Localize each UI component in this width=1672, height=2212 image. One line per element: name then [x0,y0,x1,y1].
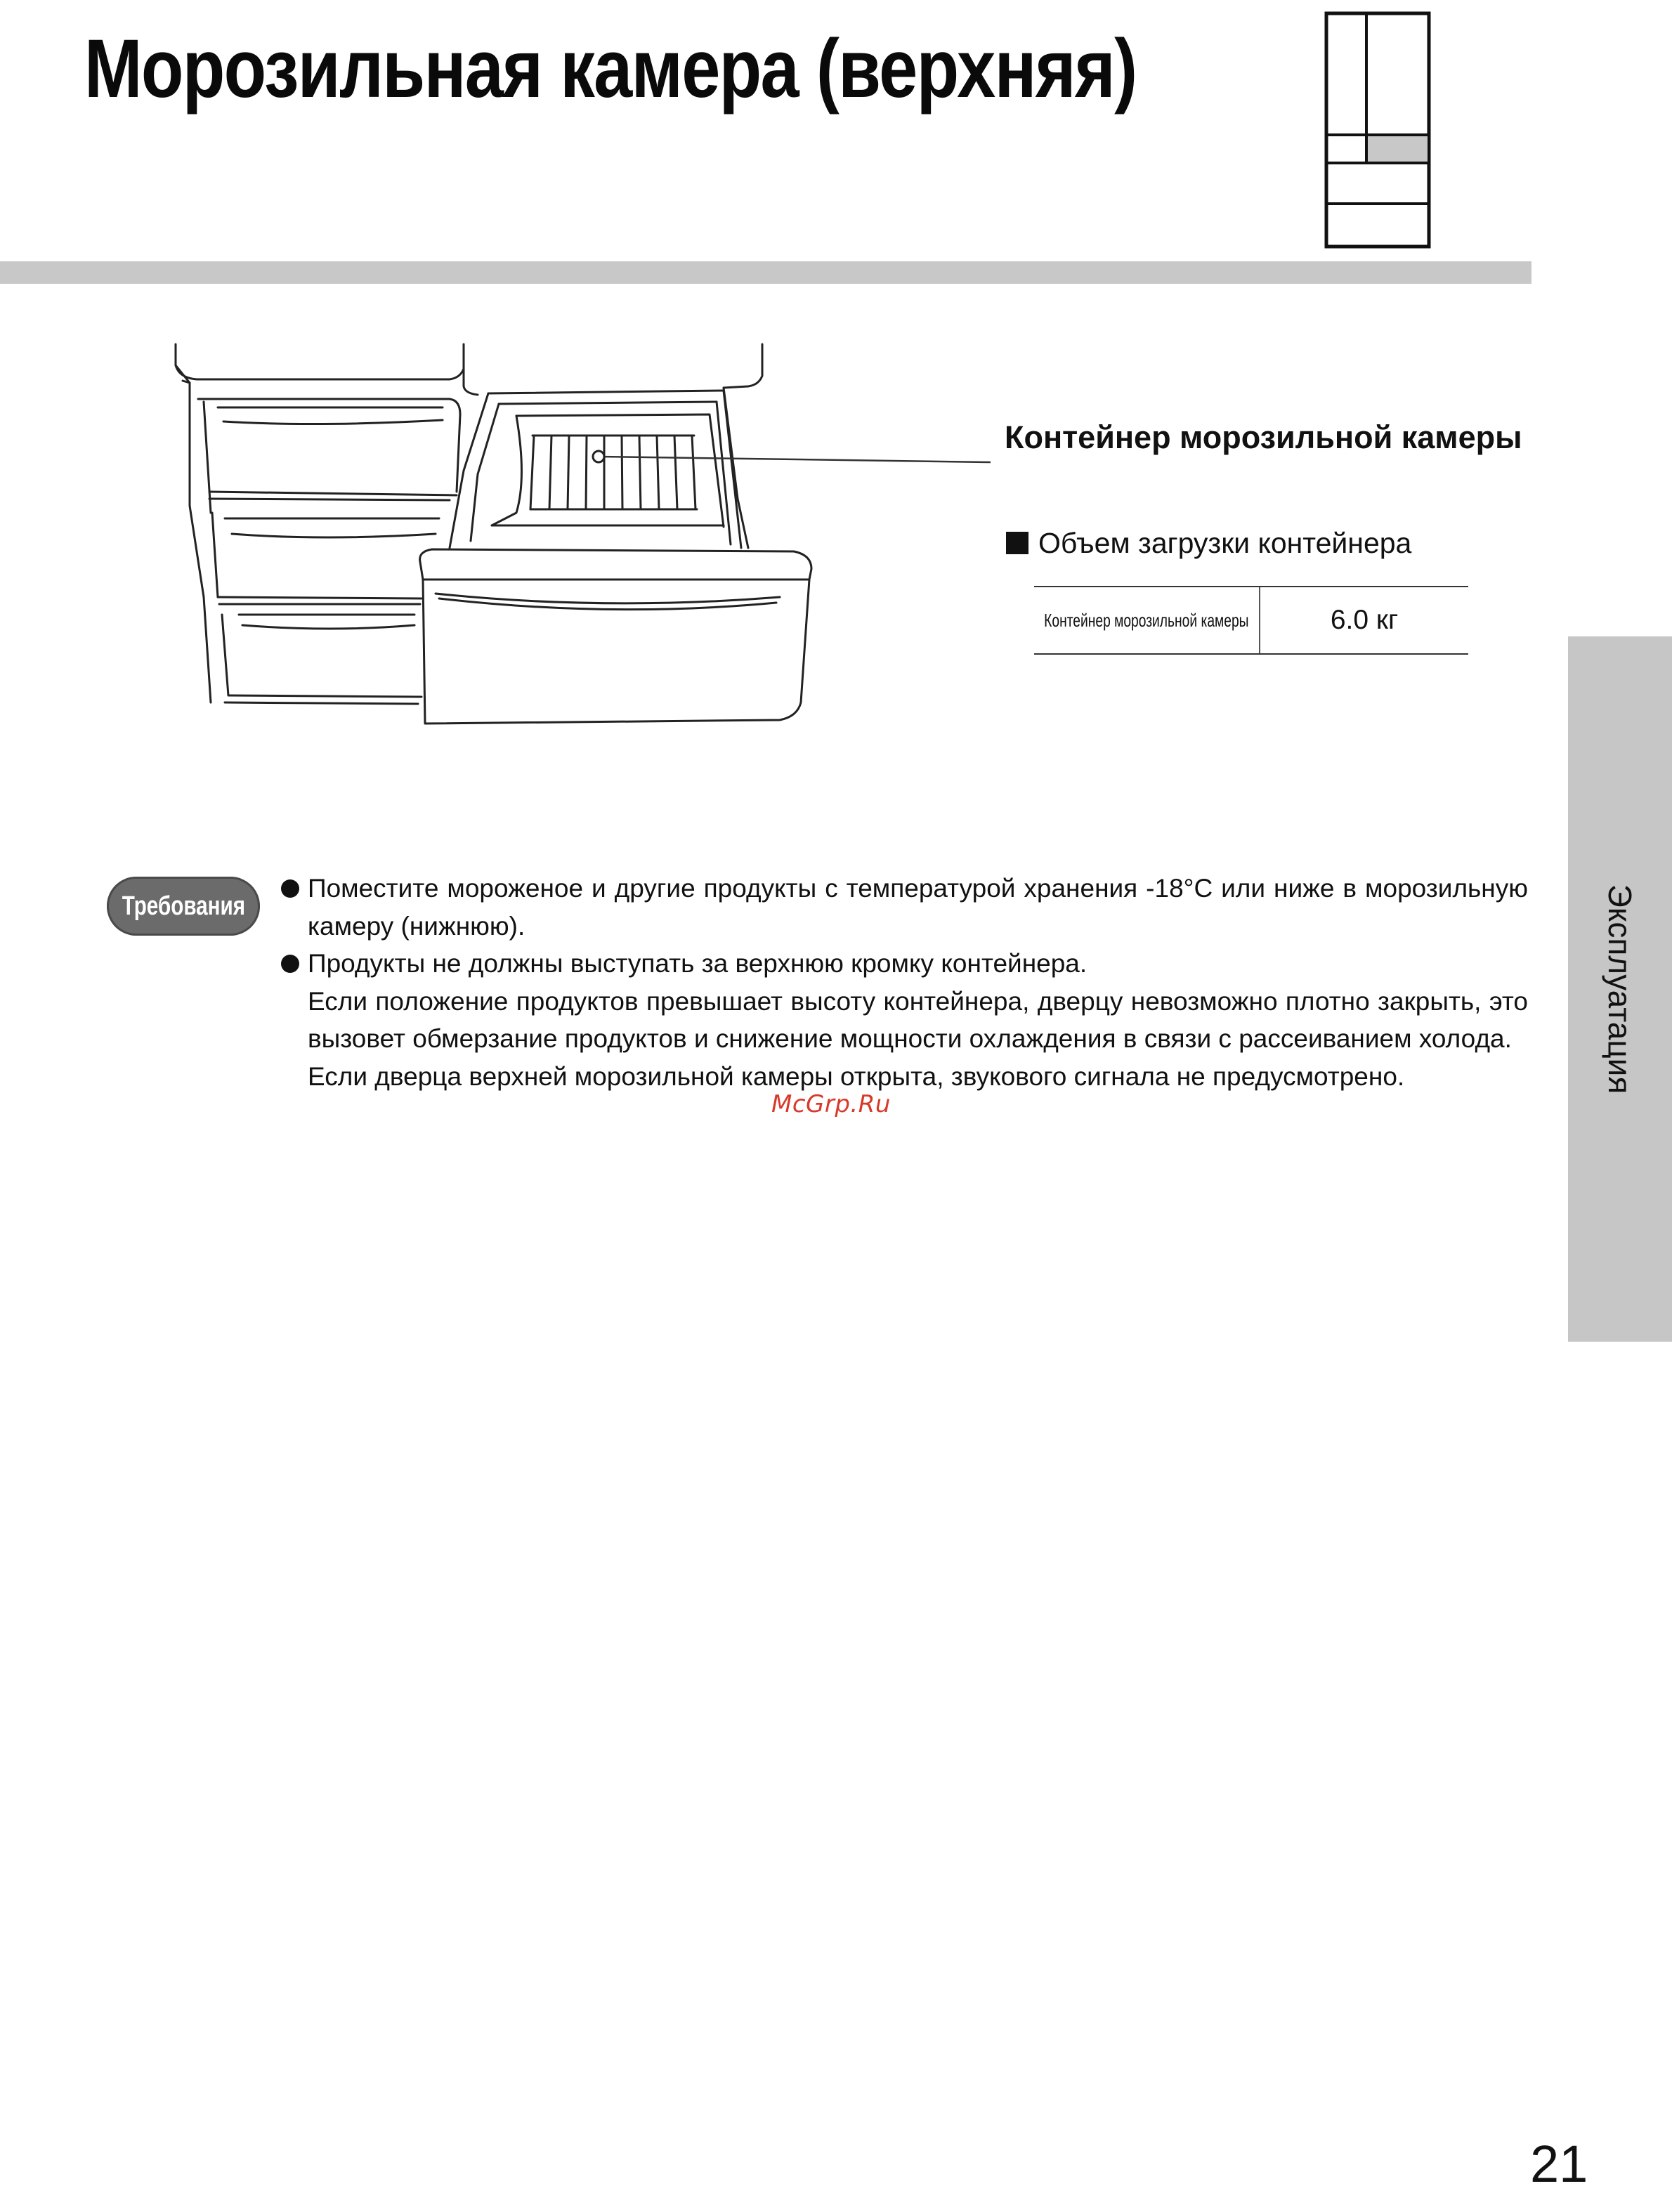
page-number: 21 [1530,2135,1588,2193]
freezer-drawer-illustration [162,337,1005,745]
capacity-row-value: 6.0 кг [1330,605,1399,635]
capacity-heading-text: Объем загрузки контейнера [1038,527,1412,559]
side-tab-label: Эксплуатация [1602,884,1638,1094]
watermark: McGrp.Ru [771,1090,891,1118]
capacity-row-name-text: Контейнер морозильной камеры [1044,609,1249,631]
requirement-line: Если положение продуктов превышает высоту контейнера, дверцу невозможно плотно закрыть, это вызовет обмерзание продуктов и снижение мощности охлаждения в связи с рассеиванием холода. [308,986,1528,1053]
fridge-section-icon [1324,11,1431,249]
requirement-line: Продукты не должны выступать за верхнюю кромку контейнера. [308,949,1088,978]
capacity-row-name [1034,587,1260,653]
requirement-item [281,945,1528,1095]
square-bullet-icon [1006,532,1028,554]
title-rule [0,261,1531,284]
bullet-icon [281,879,299,898]
container-label: Контейнер морозильной камеры [1005,419,1522,455]
requirement-line: Если дверца верхней морозильной камеры открыта, звукового сигнала не предусмотрено. [308,1061,1405,1091]
capacity-table [1034,586,1468,655]
page-title: Морозильная камера (верхняя) [84,22,1137,115]
requirements-badge [107,877,260,936]
requirement-line: Поместите мороженое и другие продукты с температурой хранения -18°С или ниже в морозильную камеру (нижнюю). [308,874,1528,941]
capacity-heading [1006,527,1411,560]
requirements-badge-text: Требования [122,891,245,921]
requirement-item [281,870,1528,945]
bullet-icon [281,955,299,973]
section-side-tab [1568,636,1672,1342]
